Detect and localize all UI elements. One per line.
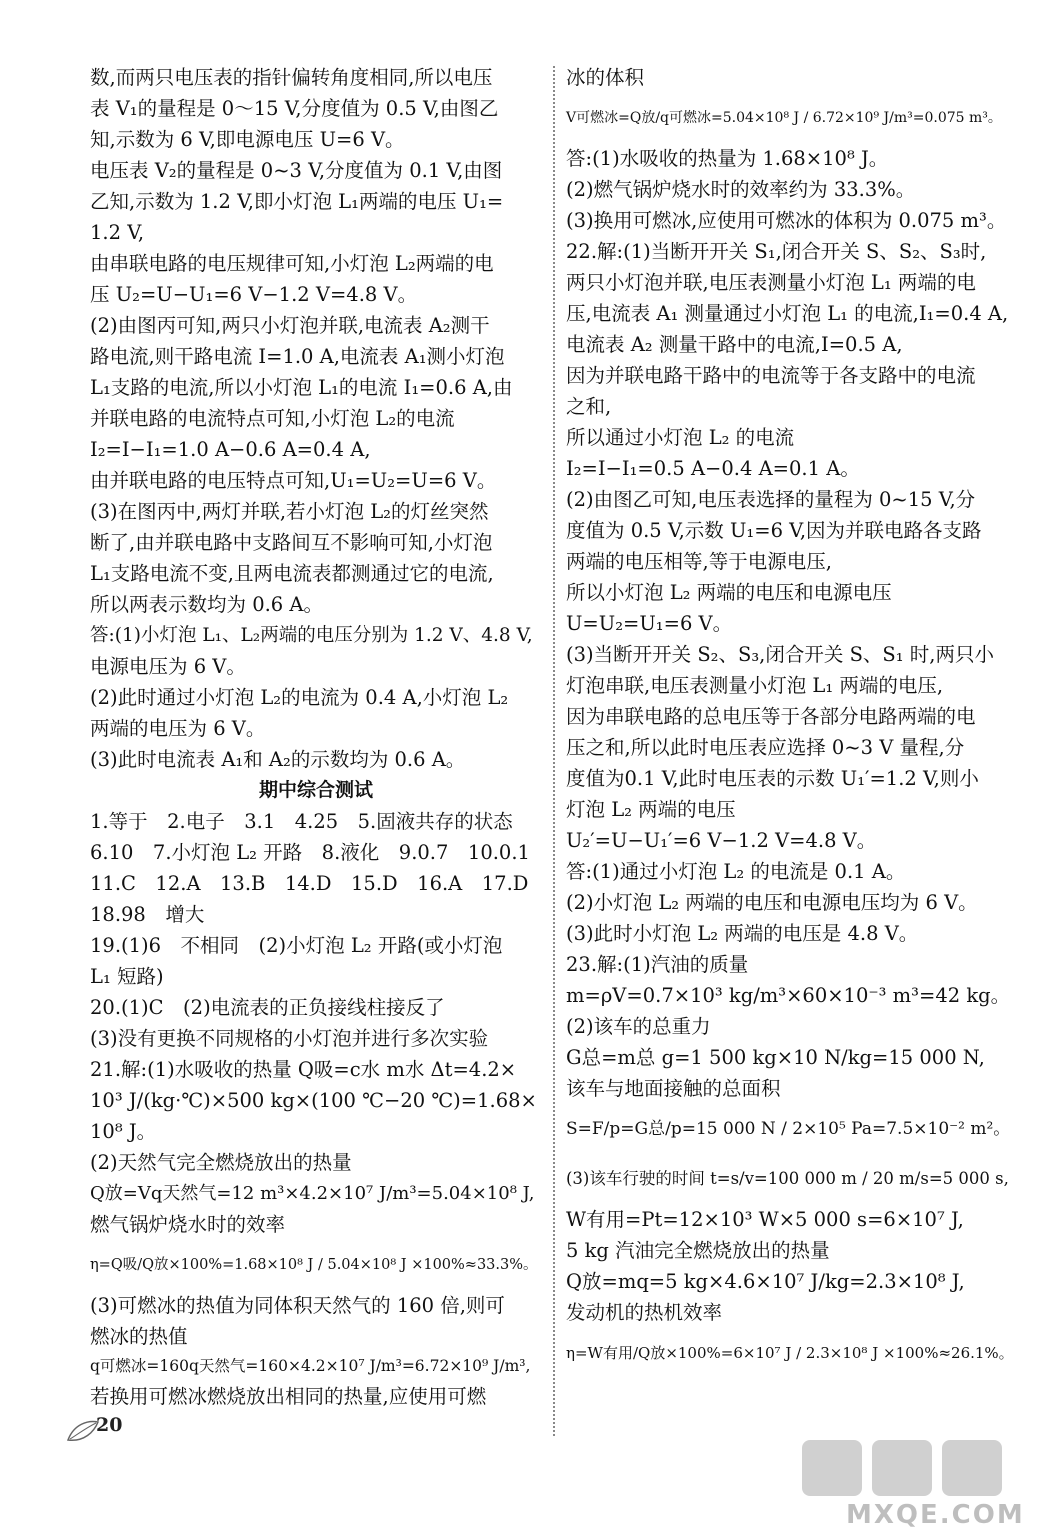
answer-line: Q放=Vq天然气=12 m³×4.2×10⁷ J/m³=5.04×10⁸ J, <box>90 1183 535 1204</box>
answer-line: 6.10 7.小灯泡 L₂ 开路 8.液化 9.0.7 10.0.1 <box>90 841 530 864</box>
answer-line: 1.等于 2.电子 3.1 4.25 5.固液共存的状态 <box>90 810 513 833</box>
area-formula: S=F/p=G总/p=15 000 N / 2×10⁵ Pa=7.5×10⁻² m²。 <box>566 1119 1011 1139</box>
text-line: 数,而两只电压表的指针偏转角度相同,所以电压 <box>90 66 493 89</box>
text-line: U=U₂=U₁=6 V。 <box>566 612 733 635</box>
text-line: (3)可燃冰的热值为同体积天然气的 160 倍,则可 <box>90 1294 505 1317</box>
text-line: (3)此时小灯泡 L₂ 两端的电压是 4.8 V。 <box>566 922 919 945</box>
answer-line: L₁ 短路) <box>90 965 164 988</box>
text-line: 因为串联电路的总电压等于各部分电路两端的电 <box>566 705 976 728</box>
left-column <box>90 62 542 1412</box>
text-line: 23.解:(1)汽油的质量 <box>566 953 749 976</box>
text-line: 两端的电压相等,等于电源电压, <box>566 550 832 573</box>
text-line: 答:(1)水吸收的热量为 1.68×10⁸ J。 <box>566 147 889 170</box>
text-line: (2)小灯泡 L₂ 两端的电压和电源电压均为 6 V。 <box>566 891 978 914</box>
text-line: U₂′=U−U₁′=6 V−1.2 V=4.8 V。 <box>566 829 877 852</box>
text-line: G总=m总 g=1 500 kg×10 N/kg=15 000 N, <box>566 1046 985 1069</box>
text-line: 发动机的热机效率 <box>566 1301 723 1324</box>
answer-line: 18.98 增大 <box>90 903 205 926</box>
text-line: 并联电路的电流特点可知,小灯泡 L₂的电流 <box>90 407 455 430</box>
text-line: L₁支路电流不变,且两电流表都测通过它的电流, <box>90 562 494 585</box>
answer-line: 燃气锅炉烧水时的效率 <box>90 1213 286 1236</box>
text-line: 电压表 V₂的量程是 0~3 V,分度值为 0.1 V,由图 <box>90 159 503 182</box>
text-line: 之和, <box>566 395 612 418</box>
text-line: I₂=I−I₁=1.0 A−0.6 A=0.4 A, <box>90 438 371 461</box>
text-line: (2)由图乙可知,电压表选择的量程为 0~15 V,分 <box>566 488 976 511</box>
text-line: 压 U₂=U−U₁=6 V−1.2 V=4.8 V。 <box>90 283 418 306</box>
section-title: 期中综合测试 <box>258 779 373 801</box>
text-line: 知,示数为 6 V,即电源电压 U=6 V。 <box>90 128 405 151</box>
right-column <box>566 62 1016 1378</box>
answer-line: 10³ J/(kg·℃)×500 kg×(100 ℃−20 ℃)=1.68× <box>90 1089 537 1112</box>
text-line: 由并联电路的电压特点可知,U₁=U₂=U=6 V。 <box>90 469 497 492</box>
text-line: 灯泡串联,电压表测量小灯泡 L₁ 两端的电压, <box>566 674 944 697</box>
page-number: 20 <box>96 1414 123 1436</box>
efficiency-formula: η=Q吸/Q放×100%=1.68×10⁸ J / 5.04×10⁸ J ×100%≈33.3%。 <box>90 1257 538 1273</box>
text-line: 电流表 A₂ 测量干路中的电流,I=0.5 A, <box>566 333 903 356</box>
answer-line: (3)没有更换不同规格的小灯泡并进行多次实验 <box>90 1027 489 1050</box>
text-line: 所以两表示数均为 0.6 A。 <box>90 593 323 616</box>
text-line: m=ρV=0.7×10³ kg/m³×60×10⁻³ m³=42 kg。 <box>566 984 1011 1007</box>
answer-line: 11.C 12.A 13.B 14.D 15.D 16.A 17.D <box>90 872 529 895</box>
text-line: 乙知,示数为 1.2 V,即小灯泡 L₁两端的电压 U₁= <box>90 190 504 213</box>
engine-efficiency-formula: η=W有用/Q放×100%=6×10⁷ J / 2.3×10⁸ J ×100%≈26.1%。 <box>566 1344 1014 1362</box>
text-line: (2)此时通过小灯泡 L₂的电流为 0.4 A,小灯泡 L₂ <box>90 686 509 709</box>
text-line: 压之和,所以此时电压表应选择 0~3 V 量程,分 <box>566 736 965 759</box>
text-line: 5 kg 汽油完全燃烧放出的热量 <box>566 1239 830 1262</box>
text-line: 所以小灯泡 L₂ 两端的电压和电源电压 <box>566 581 892 604</box>
text-line: (3)换用可燃冰,应使用可燃冰的体积为 0.075 m³。 <box>566 209 1007 232</box>
text-line: 燃冰的热值 <box>90 1325 188 1348</box>
text-line: 断了,由并联电路中支路间互不影响可知,小灯泡 <box>90 531 493 554</box>
volume-formula: V可燃冰=Q放/q可燃冰=5.04×10⁸ J / 6.72×10⁹ J/m³=0.075 m³。 <box>566 110 1002 126</box>
text-line: (2)燃气锅炉烧水时的效率约为 33.3%。 <box>566 178 916 201</box>
text-line: 答:(1)小灯泡 L₁、L₂两端的电压分别为 1.2 V、4.8 V, <box>90 625 533 646</box>
answer-line: 21.解:(1)水吸收的热量 Q吸=c水 m水 Δt=4.2× <box>90 1058 517 1081</box>
watermark-text: MXQE.COM <box>846 1500 1025 1530</box>
answer-line: 10⁸ J。 <box>90 1120 157 1143</box>
text-line: (3)此时电流表 A₁和 A₂的示数均为 0.6 A。 <box>90 748 466 771</box>
text-line: 若换用可燃冰燃烧放出相同的热量,应使用可燃 <box>90 1385 487 1408</box>
text-line: (2)由图丙可知,两只小灯泡并联,电流表 A₂测干 <box>90 314 490 337</box>
ice-heat-formula: q可燃冰=160q天然气=160×4.2×10⁷ J/m³=6.72×10⁹ J/m³, <box>90 1357 531 1375</box>
text-line: (2)该车的总重力 <box>566 1015 711 1038</box>
text-line: 22.解:(1)当断开开关 S₁,闭合开关 S、S₂、S₃时, <box>566 240 987 263</box>
text-line: 压,电流表 A₁ 测量通过小灯泡 L₁ 的电流,I₁=0.4 A, <box>566 302 1009 325</box>
column-divider <box>553 66 555 1436</box>
text-line: 答:(1)通过小灯泡 L₂ 的电流是 0.1 A。 <box>566 860 906 883</box>
text-line: 电源电压为 6 V。 <box>90 655 246 678</box>
answer-line: 19.(1)6 不相同 (2)小灯泡 L₂ 开路(或小灯泡 <box>90 934 503 957</box>
answer-line: (2)天然气完全燃烧放出的热量 <box>90 1151 352 1174</box>
text-line: Q放=mq=5 kg×4.6×10⁷ J/kg=2.3×10⁸ J, <box>566 1270 965 1293</box>
text-line: 表 V₁的量程是 0～15 V,分度值为 0.5 V,由图乙 <box>90 97 499 120</box>
leaf-icon <box>66 1418 100 1444</box>
watermark-logo <box>800 1438 1020 1508</box>
text-line: I₂=I−I₁=0.5 A−0.4 A=0.1 A。 <box>566 457 860 480</box>
text-line: 由串联电路的电压规律可知,小灯泡 L₂两端的电 <box>90 252 494 275</box>
text-line: 路电流,则干路电流 I=1.0 A,电流表 A₁测小灯泡 <box>90 345 505 368</box>
text-line: 度值为 0.5 V,示数 U₁=6 V,因为并联电路各支路 <box>566 519 982 542</box>
text-line: 冰的体积 <box>566 66 645 89</box>
text-line: 两只小灯泡并联,电压表测量小灯泡 L₁ 两端的电 <box>566 271 976 294</box>
text-line: 所以通过小灯泡 L₂ 的电流 <box>566 426 795 449</box>
text-line: 该车与地面接触的总面积 <box>566 1077 781 1100</box>
text-line: 两端的电压为 6 V。 <box>90 717 266 740</box>
text-line: 灯泡 L₂ 两端的电压 <box>566 798 736 821</box>
text-line: 度值为0.1 V,此时电压表的示数 U₁′=1.2 V,则小 <box>566 767 979 790</box>
text-line: 因为并联电路干路中的电流等于各支路中的电流 <box>566 364 976 387</box>
text-line: 1.2 V, <box>90 221 145 244</box>
text-line: L₁支路的电流,所以小灯泡 L₁的电流 I₁=0.6 A,由 <box>90 376 513 399</box>
text-line: W有用=Pt=12×10³ W×5 000 s=6×10⁷ J, <box>566 1208 964 1231</box>
answer-line: 20.(1)C (2)电流表的正负接线柱接反了 <box>90 996 445 1019</box>
text-line: (3)在图丙中,两灯并联,若小灯泡 L₂的灯丝突然 <box>90 500 489 523</box>
time-formula: (3)该车行驶的时间 t=s/v=100 000 m / 20 m/s=5 000 s, <box>566 1169 1009 1188</box>
text-line: (3)当断开开关 S₂、S₃,闭合开关 S、S₁ 时,两只小 <box>566 643 995 666</box>
